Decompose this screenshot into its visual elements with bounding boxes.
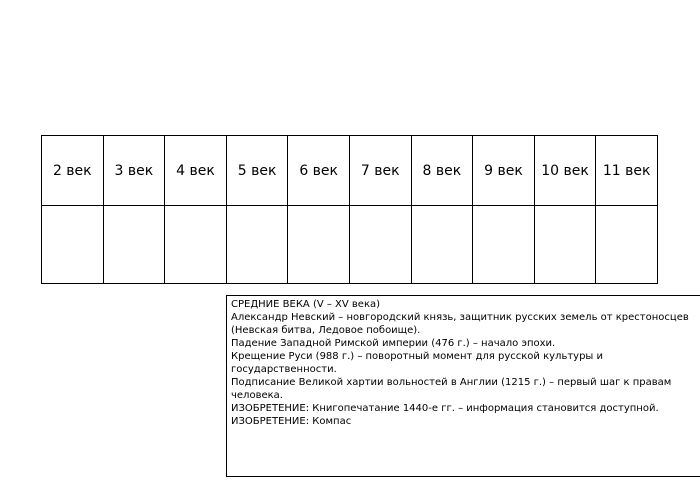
empty-cell[interactable] (411, 206, 473, 284)
century-cell: 10 век (534, 136, 596, 206)
century-cell: 4 век (165, 136, 227, 206)
century-cell: 7 век (349, 136, 411, 206)
notes-line: Александр Невский – новгородский князь, защитник русских земель от крестоносцев (Невская битва, Ледовое побоище). (231, 312, 689, 336)
notes-line: Крещение Руси (988 г.) – поворотный момент для русской культуры и государственности. (231, 351, 603, 375)
empty-cell[interactable] (103, 206, 165, 284)
century-cell: 6 век (288, 136, 350, 206)
empty-cell[interactable] (226, 206, 288, 284)
century-empty-row (42, 206, 658, 284)
empty-cell[interactable] (534, 206, 596, 284)
notes-box (226, 295, 700, 477)
century-header-row (42, 136, 658, 206)
century-timeline-table (41, 135, 658, 284)
century-cell: 2 век (42, 136, 104, 206)
empty-cell[interactable] (349, 206, 411, 284)
empty-cell[interactable] (288, 206, 350, 284)
century-cell: 3 век (103, 136, 165, 206)
century-cell: 5 век (226, 136, 288, 206)
empty-cell[interactable] (596, 206, 658, 284)
empty-cell[interactable] (473, 206, 535, 284)
century-cell: 11 век (596, 136, 658, 206)
notes-line: Падение Западной Римской империи (476 г.) – начало эпохи. (231, 338, 556, 349)
notes-line: ИЗОБРЕТЕНИЕ: Книгопечатание 1440-е гг. – информация становится доступной. (231, 403, 659, 414)
empty-cell[interactable] (42, 206, 104, 284)
empty-cell[interactable] (165, 206, 227, 284)
notes-title: СРЕДНИЕ ВЕКА (V – XV века) (231, 299, 381, 310)
notes-line: ИЗОБРЕТЕНИЕ: Компас (231, 416, 352, 427)
century-cell: 9 век (473, 136, 535, 206)
notes-line: Подписание Великой хартии вольностей в Англии (1215 г.) – первый шаг к правам человека. (231, 377, 672, 401)
century-cell: 8 век (411, 136, 473, 206)
